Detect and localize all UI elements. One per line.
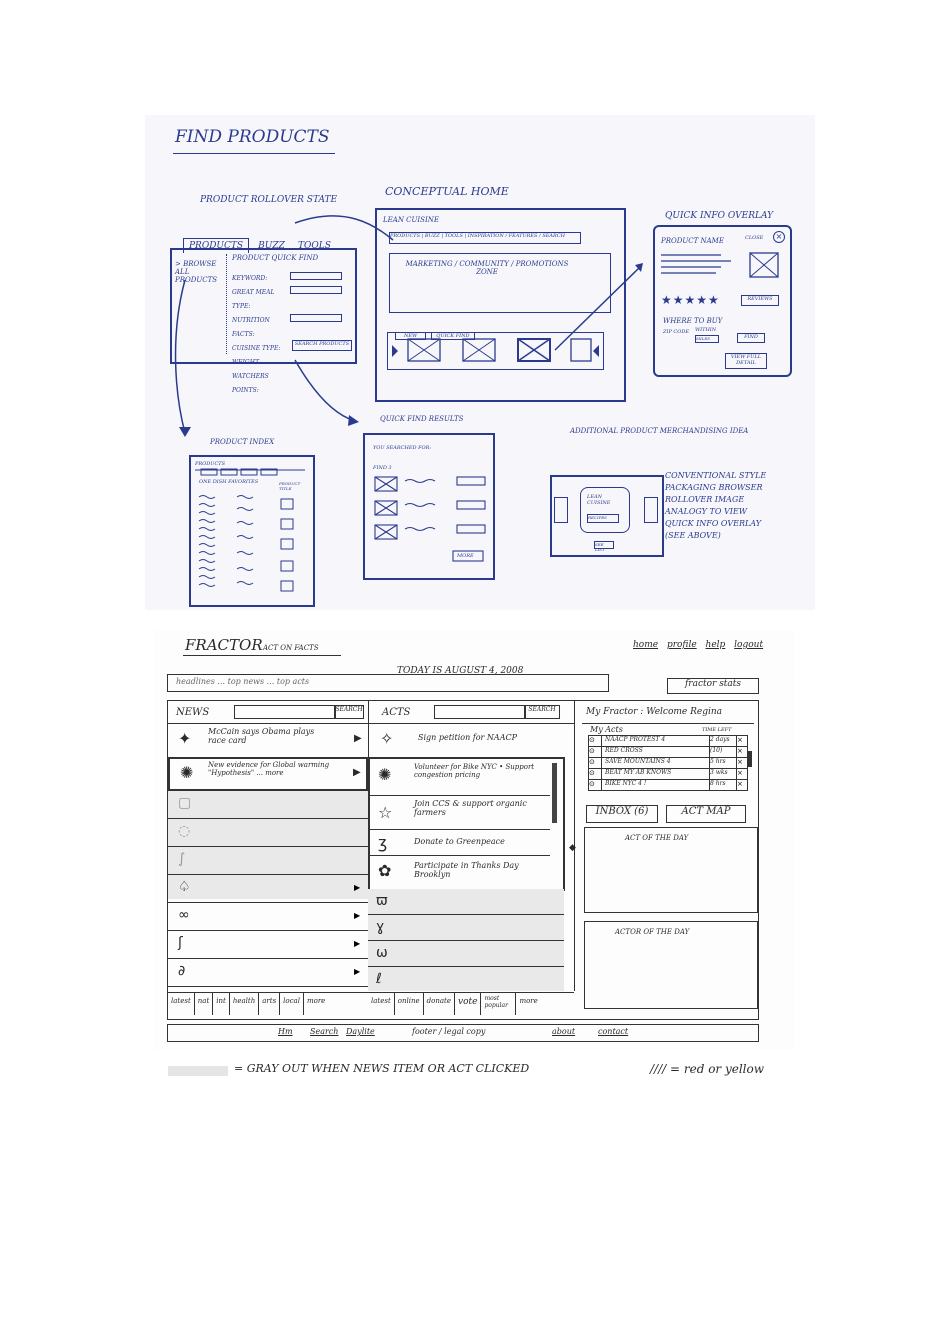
where-to-buy: WHERE TO BUY [663, 317, 723, 325]
news-search-button[interactable]: SEARCH [334, 705, 364, 719]
carousel-tab-new[interactable]: NEW [395, 332, 426, 340]
brand-tagline: ACT ON FACTS [263, 644, 319, 652]
tab-tools[interactable]: TOOLS [297, 241, 331, 251]
rollover-title: PRODUCT ROLLOVER STATE [200, 195, 338, 205]
myacts-title: My Acts [590, 725, 623, 734]
sketch-title: FIND PRODUCTS [175, 127, 330, 147]
myacts-name: RED CROSS [602, 747, 710, 757]
footer-bar [167, 1024, 759, 1042]
myacts-row[interactable] [589, 758, 747, 769]
news-thumb-icon: ▢ [178, 795, 192, 811]
act-item-text: Volunteer for Bike NYC • Support congestion pricing [414, 763, 535, 779]
news-thumb-icon: ♤ [178, 879, 191, 895]
results-heading: YOU SEARCHED FOR: [373, 445, 432, 451]
acts-expanded-list [368, 757, 565, 891]
act-item[interactable] [370, 829, 550, 856]
remove-icon[interactable]: × [737, 736, 743, 744]
act-thumb-icon: ✺ [378, 765, 392, 784]
acts-filter[interactable]: most popular [481, 993, 516, 1015]
news-row[interactable] [168, 959, 368, 987]
act-thumb-icon: ϖ [376, 893, 388, 909]
play-arrow-icon[interactable]: ▶ [354, 911, 361, 920]
within-label: WITHIN [695, 327, 717, 333]
news-thumb-icon: ◌ [178, 823, 191, 839]
play-arrow-icon[interactable]: ▶ [353, 767, 361, 778]
news-thumb-icon: ∫ [178, 851, 186, 867]
play-arrow-icon[interactable]: ▶ [354, 939, 361, 948]
acts-filter[interactable]: donate [424, 993, 455, 1015]
myacts-row[interactable] [589, 769, 747, 780]
news-item-text: McCain says Obama plays race card [208, 727, 315, 745]
myfractor-divider [582, 723, 754, 724]
top-nav [633, 640, 763, 650]
close-icon[interactable]: × [773, 231, 785, 243]
act-item-text: Sign petition for NAACP [418, 733, 517, 742]
news-filter[interactable]: int [213, 993, 230, 1015]
myacts-row[interactable] [589, 780, 747, 790]
index-col-head: PRODUCT TITLE [279, 481, 301, 491]
nav-help[interactable]: help [705, 640, 726, 650]
acts-search-button[interactable]: SEARCH [524, 705, 560, 719]
act-of-the-day-label: ACT OF THE DAY [625, 834, 689, 842]
miles-select[interactable]: MILES [695, 335, 719, 343]
news-row[interactable] [168, 931, 368, 959]
headline-ticker [167, 674, 609, 692]
index-subtitle: ONE DISH FAVORITES [199, 479, 259, 485]
acts-gray-rows [368, 889, 564, 992]
act-of-the-day-panel[interactable] [584, 827, 758, 913]
zip-label: ZIP CODE [663, 329, 689, 335]
news-column [168, 701, 369, 1005]
news-row[interactable] [168, 791, 368, 819]
footer-contact[interactable]: contact [598, 1027, 629, 1036]
news-filter[interactable]: latest [168, 993, 195, 1015]
find-button[interactable]: FIND [737, 333, 765, 343]
news-filter[interactable]: nat [195, 993, 214, 1015]
news-filter[interactable]: more [306, 997, 326, 1005]
act-row[interactable] [368, 967, 564, 992]
brand-logo: FRACTOR [185, 636, 263, 654]
row-icon: ⊙ [589, 780, 602, 790]
remove-icon[interactable]: × [737, 758, 743, 766]
act-thumb-icon: ʒ [378, 833, 388, 852]
play-arrow-icon[interactable]: ▶ [354, 883, 361, 892]
act-thumb-icon: ☆ [378, 803, 393, 822]
field-label: WEIGHT WATCHERS POINTS: [232, 359, 269, 394]
news-thumb-icon: ʃ [178, 935, 183, 951]
remove-icon[interactable]: × [737, 780, 743, 788]
play-arrow-icon[interactable]: ▶ [354, 733, 362, 744]
footer-link[interactable]: Daylite [346, 1027, 375, 1036]
act-thumb-icon: ɣ [376, 919, 385, 935]
quick-find-title: PRODUCT QUICK FIND [232, 254, 319, 262]
sketch-sheet-products [145, 115, 815, 610]
date-banner: TODAY IS AUGUST 4, 2008 [397, 666, 524, 676]
myacts-table [588, 735, 748, 791]
act-thumb-icon: ✧ [380, 729, 394, 748]
act-row[interactable] [368, 889, 564, 915]
myacts-row[interactable] [589, 736, 747, 747]
footer-about[interactable]: about [552, 1027, 576, 1036]
merch-title: ADDITIONAL PRODUCT MERCHANDISING IDEA [570, 427, 749, 435]
home-nav[interactable]: PRODUCTS | BUZZ | TOOLS | INSPIRATION / FEATURES / SEARCH [389, 232, 581, 244]
index-title: PRODUCT INDEX [210, 438, 275, 446]
myfractor-title: My Fractor : Welcome Regina [586, 707, 723, 717]
row-icon: ⊙ [589, 736, 602, 746]
act-item-text: Join CCS & support organic farmers [414, 799, 527, 817]
news-thumb-icon: ∂ [178, 963, 186, 979]
search-products-button[interactable]: SEARCH PRODUCTS [292, 340, 352, 351]
news-item-text: New evidence for Global warming "Hypothesis" ... more [208, 761, 330, 777]
act-row[interactable] [368, 915, 564, 941]
timeleft-header: TIME LEFT [702, 727, 732, 733]
act-thumb-icon: ℓ [376, 971, 382, 987]
field-label: CUISINE TYPE: [232, 345, 281, 352]
act-thumb-icon: ✿ [378, 861, 392, 880]
merch-box-label: LEAN CUISINE [587, 494, 611, 506]
myacts-time: 8 hrs [710, 780, 737, 790]
merch-note: CONVENTIONAL STYLE PACKAGING BROWSER ROLLOVER IMAGE ANALOGY TO VIEW QUICK INFO OVERLAY (SEE ABOVE) [665, 471, 767, 540]
news-thumb-icon: ✦ [178, 729, 192, 748]
act-item-text: Participate in Thanks Day Brooklyn [414, 861, 519, 879]
index-header: PRODUCTS [195, 461, 226, 467]
news-row[interactable] [168, 819, 368, 847]
myacts-time: 5 hrs [710, 758, 737, 768]
act-map-button[interactable]: ACT MAP [666, 805, 746, 823]
nav-home[interactable]: home [633, 640, 659, 650]
news-row[interactable] [168, 847, 368, 875]
news-filter[interactable]: health [230, 993, 259, 1015]
act-item[interactable] [368, 723, 564, 758]
merch-recipes-button[interactable]: RECIPES [587, 514, 619, 523]
row-icon: ⊙ [589, 769, 602, 779]
acts-filter[interactable]: vote [455, 993, 481, 1015]
home-title: CONCEPTUAL HOME [385, 185, 509, 198]
brand-underline [183, 655, 341, 656]
act-thumb-icon: ω [376, 945, 388, 961]
merch-side-right [644, 497, 658, 523]
nav-profile[interactable]: profile [666, 640, 697, 650]
merch-side-left [554, 497, 568, 523]
legend-gray: = GRAY OUT WHEN NEWS ITEM OR ACT CLICKED [234, 1062, 530, 1075]
acts-filter-bar [368, 992, 574, 1015]
acts-column [368, 701, 575, 1009]
act-item[interactable] [370, 795, 550, 830]
myacts-name: NAACP PROTEST 4 [602, 736, 710, 746]
remove-icon[interactable]: × [737, 769, 743, 777]
tab-products[interactable]: PRODUCTS [183, 238, 249, 253]
news-row[interactable] [168, 903, 368, 931]
index-list [191, 457, 311, 602]
news-title: NEWS [176, 707, 210, 718]
results-title: QUICK FIND RESULTS [380, 415, 464, 423]
acts-filter[interactable]: more [519, 997, 538, 1005]
myacts-row[interactable] [589, 747, 747, 758]
myacts-name: SAVE MOUNTAINS 4 [602, 758, 710, 768]
news-search-input[interactable] [234, 705, 336, 719]
home-logo: LEAN CUISINE [383, 216, 439, 224]
tab-buzz[interactable]: BUZZ [258, 241, 285, 251]
myacts-time: 2 days [710, 736, 737, 746]
news-thumb-icon: ∞ [178, 907, 190, 923]
row-icon: ⊙ [589, 758, 602, 768]
actor-of-the-day-label: ACTOR OF THE DAY [615, 928, 690, 936]
acts-filter[interactable]: latest [368, 993, 395, 1015]
news-item-selected[interactable] [168, 757, 368, 791]
field-label: NUTRITION FACTS: [232, 317, 270, 338]
acts-filter[interactable]: online [395, 993, 424, 1015]
merch-see-list[interactable]: SEE LIST [594, 541, 614, 549]
myfractor-column [580, 701, 758, 1017]
footer-link[interactable]: Search [310, 1027, 339, 1036]
carousel-tab-quickfind[interactable]: QUICK FIND [431, 332, 474, 340]
news-row[interactable] [168, 875, 368, 903]
acts-search-input[interactable] [434, 705, 526, 719]
news-item[interactable] [168, 723, 368, 758]
ticker-text[interactable]: headlines ... top news ... top acts [176, 677, 310, 686]
overlay-title: QUICK INFO OVERLAY [665, 211, 774, 221]
rating-stars: ★★★★★ [661, 293, 720, 307]
acts-title: ACTS [382, 707, 411, 718]
news-filter-bar [168, 992, 368, 1015]
act-item-text: Donate to Greenpeace [414, 837, 505, 846]
reviews-button[interactable]: REVIEWS [741, 295, 779, 306]
act-item[interactable] [370, 855, 550, 885]
news-gray-rows [168, 791, 368, 987]
field-label: GREAT MEAL TYPE: [232, 289, 275, 310]
main-frame [167, 700, 759, 1020]
act-item[interactable] [370, 759, 550, 796]
results-wireframe [363, 433, 495, 580]
myacts-name: BEAT MY AB KNOWS [602, 769, 710, 779]
index-wireframe [189, 455, 315, 607]
resize-handle-icon[interactable]: ◆ [569, 843, 576, 853]
merch-wireframe [550, 475, 664, 557]
results-more-button[interactable]: MORE [457, 553, 474, 559]
news-filter[interactable]: arts [259, 993, 280, 1015]
row-icon: ⊙ [589, 747, 602, 757]
merch-package [580, 487, 630, 533]
legend-red: //// = red or yellow [650, 1062, 765, 1076]
promo-zone-label: MARKETING / COMMUNITY / PROMOTIONS ZONE [405, 260, 569, 276]
actor-of-the-day-panel[interactable] [584, 921, 758, 1009]
myacts-time: 3 wks [710, 769, 737, 779]
nav-logout[interactable]: logout [734, 640, 764, 650]
sketch-sheet-fractor [155, 630, 795, 1050]
remove-icon[interactable]: × [737, 747, 743, 755]
fractor-stats-button[interactable]: fractor stats [667, 678, 759, 694]
footer-link[interactable]: Hm [278, 1027, 293, 1036]
browse-all-link[interactable]: > BROWSE ALL PRODUCTS [175, 260, 218, 284]
field-label: KEYWORD: [232, 275, 268, 282]
myacts-name: BIKE NYC 4 ! [602, 780, 710, 790]
play-arrow-icon[interactable]: ▶ [354, 967, 361, 976]
news-filter[interactable]: local [280, 993, 304, 1015]
view-detail-button[interactable]: VIEW FULL DETAIL [725, 353, 767, 369]
footer-legal: footer / legal copy [412, 1027, 486, 1036]
acts-scrollbar[interactable] [552, 763, 557, 823]
act-row[interactable] [368, 941, 564, 967]
results-count: FIND 3 [373, 465, 392, 471]
myacts-scrollbar[interactable] [747, 751, 752, 767]
inbox-button[interactable]: INBOX (6) [586, 805, 658, 823]
news-thumb-icon: ✺ [180, 763, 194, 782]
gray-swatch [168, 1066, 228, 1076]
myacts-time: (10) [710, 747, 737, 757]
overlay-product-name: PRODUCT NAME [661, 237, 724, 245]
overlay-close[interactable]: CLOSE [745, 235, 764, 241]
